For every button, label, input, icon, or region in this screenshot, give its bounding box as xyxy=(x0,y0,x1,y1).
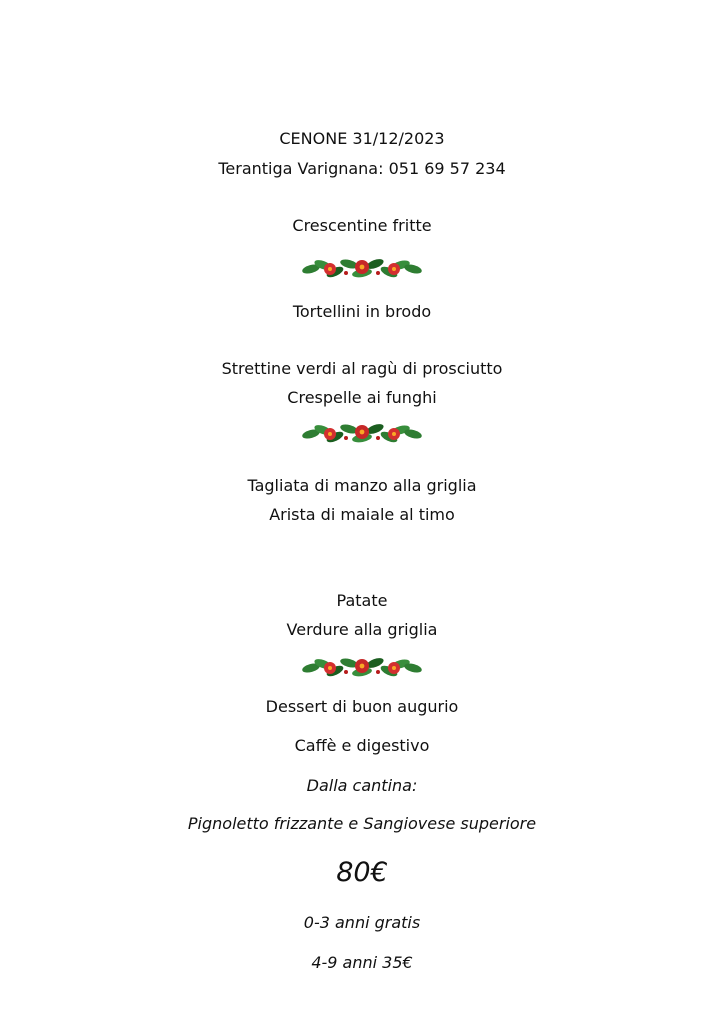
menu-price: 80€ xyxy=(336,857,388,888)
menu-title: CENONE 31/12/2023 xyxy=(279,129,445,148)
dish-main-1: Tagliata di manzo alla griglia xyxy=(247,476,477,495)
dish-side-1: Patate xyxy=(336,591,388,610)
dish-starter: Crescentine fritte xyxy=(292,216,432,235)
wine-heading: Dalla cantina: xyxy=(306,776,418,795)
wine-list: Pignoletto frizzante e Sangiovese superiore xyxy=(187,814,537,833)
holly-garland-icon xyxy=(0,654,724,682)
dish-first-2: Crespelle ai funghi xyxy=(287,388,437,407)
contact-phone: Terantiga Varignana: 051 69 57 234 xyxy=(218,159,506,178)
dish-coffee: Caffè e digestivo xyxy=(294,736,430,755)
kids-price-note: 4-9 anni 35€ xyxy=(311,953,413,972)
kids-free-note: 0-3 anni gratis xyxy=(303,913,421,932)
holly-garland-icon xyxy=(301,420,423,448)
holly-garland-icon xyxy=(301,255,423,283)
holly-garland-icon xyxy=(301,654,423,682)
holly-garland-icon xyxy=(0,420,724,448)
dish-soup: Tortellini in brodo xyxy=(292,302,432,321)
dish-side-2: Verdure alla griglia xyxy=(286,620,438,639)
dish-main-2: Arista di maiale al timo xyxy=(269,505,455,524)
dish-dessert: Dessert di buon augurio xyxy=(265,697,459,716)
dish-first-1: Strettine verdi al ragù di prosciutto xyxy=(221,359,503,378)
holly-garland-icon xyxy=(0,255,724,283)
